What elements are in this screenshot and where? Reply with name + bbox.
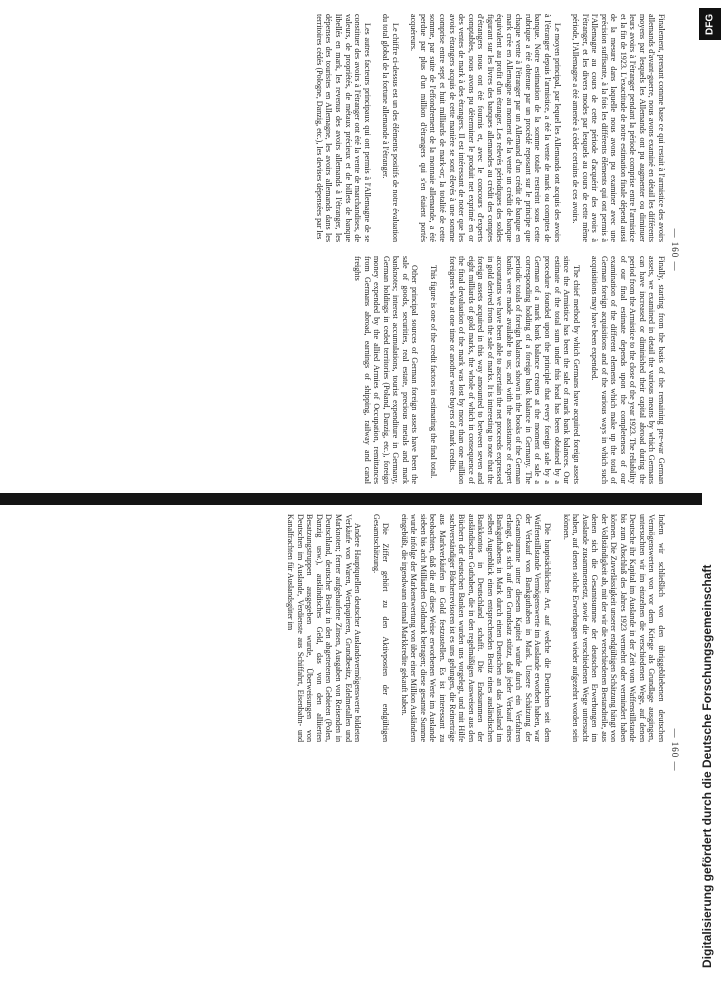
page-number: — 160 — [670, 728, 680, 772]
paragraph: Die hauptsächlichste Art, auf welche die Deutschen seit dem Waffenstillstande Vermögenswerte im Auslande erworben haben, war der Verkauf von Bankguthaben in Mark. Unsere Schätzung der Gesamtsumme unter diesem Kapitel wurde durch ein Verfahren erlangt, das sich auf den Grundsatz stützt, daß jeder Verkauf eines Bankguthabens in Mark durch einen Deutschen an das Ausland im selben Augenblick einen entsprechenden Besitz eines ausländischen Bankkontos in Deutschland schafft. Die Endsummen der ausländischen Guthaben, die in den regelmäßigen Ausweisen aus den Büchern der deutschen Banken wurden uns vorgelegt, und mit Hilfe sachverständiger Bücherrevisoren ist es uns gelungen, die Reinerträge aus Markverkäufen in Gold festzustellen. Es ist interessant zu beobachten, daß die auf diese Weise erworbenen Werte im Auslande sieben bis acht Milliarden Goldmark betragen; diese gesamte Summe wurde infolge der Markentwertung von über einer Million Ausländern eingebüßt, die irgendwann einmal Markkredite gekauft haben. [399, 514, 552, 742]
paragraph: Finalement, prenant comme base ce qui restait à l'armistice des avoirs allemands d'avant-guerre, nous avons examiné en détail les différents moyens par lesquels les Allemands ont pu augmenter ou diminuer leurs avoirs à l'étranger pendant la période comprise entre l'armistice et la fin de 1923. L'exactitude de notre estimation finale dépend aussi de la mesure dans laquelle nous avons pu examiner avec une précision suffisante, à la fois les différents éléments qui ont permis à l'Allemagne au cours de cette période d'acquérir des avoirs à l'étranger, et les divers modes par lesquels au cours de cette même période, l'Allemagne a été amenée à céder certains de ces avoirs. [571, 14, 666, 242]
paragraph: Andere Hauptquellen deutscher Auslandsvermögenswerte bildeten Verkäufe von Waren, Wertpapieren, Grundbesitz, Edelmetallen und Marknoten; ferner aufgehaufene Zinsen, Ausgaben von Reisenden in Deutschland, deutscher Besitz in den abgetretenen Gebieten (Polen, Danzig usw.), ausländisches Geld, das von den alliierten Besatzungstruppen ausgegeben wurde, Überweisungen von Deutschen im Auslande, Verdienste aus Schiffahrt, Eisenbahn- und Kanalfrachten für Auslandsgüter im [286, 514, 363, 742]
right-page [0, 500, 690, 1000]
french-column [305, 14, 666, 242]
paragraph: Die Ziffer gehört zu den Aktivposten der endgültigen Gesamtschätzung. [371, 514, 391, 742]
paragraph: Other principal sources of German foreign assets have been the sale of goods, securities, real estate, precious metals and mark banknotes; interest accumulations, tourist expenditure in Germany, German holdings in ceded territories (Poland, Danzig, etc.), foreign money expended by the allied Armies of Occupation, remittances from Germans abroad, earnings of shipping, railway and canal freights [353, 256, 420, 484]
paragraph: The chief method by which Germans have acquired foreign assets since the Armistice has been the sale of mark bank balances. Our estimate of the total sum under this head has been obtained by a procedure founded upon the principle that every foreign sale by a German of a mark bank balance creates at the moment of sale a corresponding holding of a foreign bank balance in Germany. The periodic totals of foreign balances shown in the books of the German banks were made available to us; and with the assistance of expert accountants we have been able to ascertain the net proceeds expressed in gold derived from the sale of marks. It is interesting to note that the foreign assets acquired in this way amounted to between seven and eight milliards of gold marks, the whole of which in consequence of the final devaluation of the mark was lost by more than one million foreigners who at one time or another were buyers of mark credits. [447, 256, 581, 484]
english-column [305, 256, 666, 484]
paragraph: Les autres facteurs principaux qui ont permis à l'Allemagne de se constituer des avoirs à l'étranger ont été la vente de marchandises, de valeurs, de propriétés, de métaux précieux et de billets de banque libellés en mark, les revenus des avoirs allemands à l'étranger, les dépenses des touristes en Allemagne, les avoirs allemands dans les territoires cédés (Pologne, Danzig, etc.), les devises dépensées par les [314, 14, 372, 242]
german-column [277, 514, 666, 742]
paragraph: Le chiffre ci-dessus est un des éléments positifs de notre évaluation du total global de la fortune allemande à l'étranger. [381, 14, 400, 242]
paragraph: Le moyen principal, par lequel les Allemands ont acquis des avoirs à l'étranger depuis l'armistice, a été la vente de mark ou comptes de banque. Notre estimation de la somme totale restreint sous cette rubrique a été obtenue par un procédé reposant sur le principe que chaque vente à l'étranger par un Allemand d'un crédit de banque en mark crée en Allemagne au moment de la vente un crédit de banque équivalent au profit d'un étranger. Les relevés périodiques des soldes figurant sur les livres des banques allemandes au crédit des comptes d'étrangers nous ont été fournis et, avec le concours d'experts comptables, nous avons pu déterminer le produit net exprimé en or des ventes de mark à des étrangers. Il est intéressant de noter que les avoirs étrangers acquis de cette manière se sont élevés à une somme comprise entre sept et huit milliards de mark-or; la totalité de cette somme, par suite de l'effondrement de la monnaie allemande, a été perdue par plus d'un million d'étrangers qui s'en étaient portés acquéreurs. [409, 14, 562, 242]
dfg-logo: DFG [699, 8, 721, 40]
digitization-credit [696, 8, 724, 992]
credit-text: Digitalisierung gefördert durch die Deutsche Forschungsgemeinschaft [700, 564, 714, 968]
paragraph: Indem wir schließlich von den übriggebliebenen deutschen Vermögenswerten von vor dem Kriege als Grundlage ausgingen, untersuchten wir im einzelnen die verschiedenen Wege, auf denen Deutsche ihr Kapital im Auslande in der Zeit vom Waffenstillstande bis zum Abschluß des Jahres 1923 vermehrt oder vermindert haben können. Die Zuverlässigkeit unserer endgültigen Schätzung hängt von der Vollständigkeit ab, mit der wir die verschiedenen Bestandteile, aus denen sich die Gesamtsumme der deutschen Erwerbungen im Auslande zusammensetzt, sowie die verschiedenen Wege untersucht haben, auf denen solche Erwerbungen wieder aufgezehrt worden sein können. [561, 514, 666, 742]
page-number: — 160 — [670, 228, 680, 272]
paragraph: Finally, starting from the basis of the remaining pre-war German assets, we examined in detail the various means by which Germans can have increased or diminished their capital abroad during the period from the Armistice to the close of the year 1923. The reliability of our final estimate depends upon the completeness of our examination of the different elements which make up the total of German foreign acquisitions and of the various ways in which such acquisitions may have been expended. [590, 256, 666, 484]
paragraph: This figure is one of the credit factors in estimating the final total. [428, 265, 438, 479]
left-page [0, 0, 690, 500]
